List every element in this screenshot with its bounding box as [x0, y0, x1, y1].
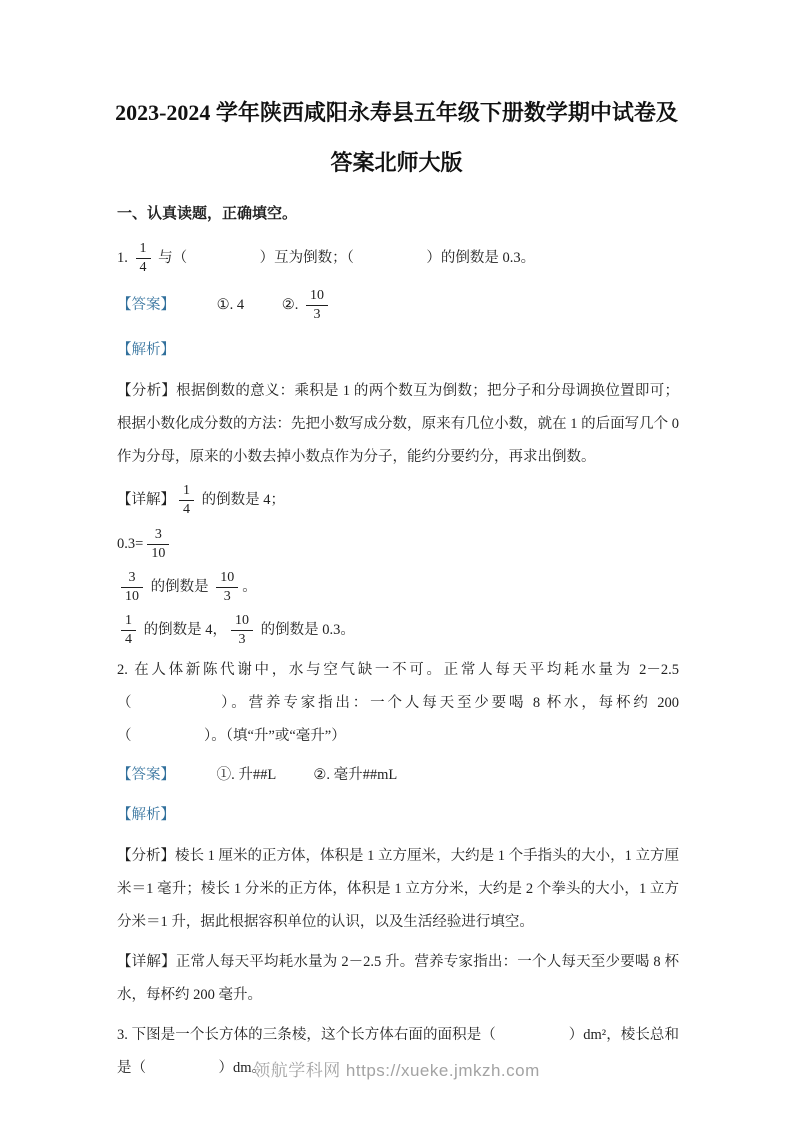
- detail-line-2-q1: $\frac{3}{10}$ 的倒数是 $\frac{10}{3}$ 。: [117, 568, 679, 607]
- answer-label: 【答案】: [117, 767, 175, 784]
- fraction-ten-thirds: $\frac{10}{3}$: [216, 570, 238, 605]
- answer-item-2: ②. $\frac{10}{3}$: [282, 297, 332, 313]
- answer-label: 【答案】: [117, 297, 175, 314]
- detail-line-3-q1: $\frac{1}{4}$ 的倒数是 4， $\frac{10}{3}$ 的倒数是 0.3。: [117, 611, 679, 650]
- detail-line-1-q1: 【详解】 $\frac{1}{4}$ 的倒数是 4；: [117, 483, 285, 518]
- question-2: 2. 在人体新陈代谢中，水与空气缺一不可。正常人每天平均耗水量为 2－2.5（ ）。营养专家指出：一个人每天至少要喝 8 杯水，每杯约 200（ ）。（填“升”或“毫升”）: [117, 662, 679, 745]
- document-body: [117, 202, 679, 1092]
- fraction-three-tenths: $\frac{3}{10}$: [147, 527, 169, 562]
- detail-equation-q1: [117, 525, 679, 564]
- detail-label: 【详解】: [117, 492, 175, 509]
- jiexi-label-q2: 【解析】: [117, 807, 175, 824]
- page-title-line1: 2023-2024 学年陕西咸阳永寿县五年级下册数学期中试卷及: [115, 100, 678, 125]
- page-title: [60, 88, 733, 188]
- section-heading: 一、认真读题，正确填空。: [117, 206, 298, 222]
- fraction-one-fourth: $\frac{1}{4}$: [121, 613, 136, 648]
- analysis-paragraph-q2: 【分析】棱长 1 厘米的正方体，体积是 1 立方厘米，大约是 1 个手指头的大小，1 立方厘米＝1 毫升；棱长 1 分米的正方体，体积是 1 立方分米，大约是 2 个拳头的大小，1 立方分米＝1 升，据此根据容积单位的认识，以及生活经验进行填空。: [117, 848, 679, 931]
- answer-item-2: ②. 毫升##mL: [313, 767, 398, 784]
- question-1: [117, 239, 679, 278]
- footer-watermark: [0, 1056, 793, 1081]
- question-1-number: 1.: [117, 249, 128, 266]
- answer-line-q1: [117, 286, 679, 325]
- detail-paragraph-q2: 【详解】正常人每天平均耗水量为 2－2.5 升。营养专家指出：一个人每天至少要喝 8 杯水，每杯约 200 毫升。: [117, 954, 679, 1004]
- fraction-one-fourth: $\frac{1}{4}$: [179, 483, 194, 518]
- fraction-one-fourth: $\frac{1}{4}$: [136, 241, 151, 276]
- footer-watermark-text: 领航学科网 https://xueke.jmkzh.com: [253, 1061, 540, 1080]
- fraction-three-tenths: $\frac{3}{10}$: [121, 570, 143, 605]
- fraction-ten-thirds: $\frac{10}{3}$: [231, 613, 253, 648]
- answer-item-1: ①. 升##L: [216, 767, 276, 784]
- equation-prefix: 0.3=: [117, 535, 144, 552]
- answer-line-q2: [117, 760, 679, 790]
- jiexi-label-q1: 【解析】: [117, 342, 175, 359]
- answer-item-1: ①. 4: [216, 297, 245, 314]
- question-3: 3. 下图是一个长方体的三条棱，这个长方体右面的面积是（ ）dm²，棱长总和是（ ）dm。: [117, 1027, 679, 1077]
- page-title-line2: 答案北师大版: [330, 150, 463, 175]
- analysis-paragraph-q1: 【分析】根据倒数的意义：乘积是 1 的两个数互为倒数；把分子和分母调换位置即可；根据小数化成分数的方法：先把小数写成分数，原来有几位小数，就在 1 的后面写几个 0 作为分母，原来的小数去掉小数点作为分子，能约分要约分，再求出倒数。: [117, 383, 679, 466]
- fraction-ten-thirds: $\frac{10}{3}$: [306, 288, 328, 323]
- question-1-text: 与（ ）互为倒数；（ ）的倒数是 0.3。: [158, 249, 536, 266]
